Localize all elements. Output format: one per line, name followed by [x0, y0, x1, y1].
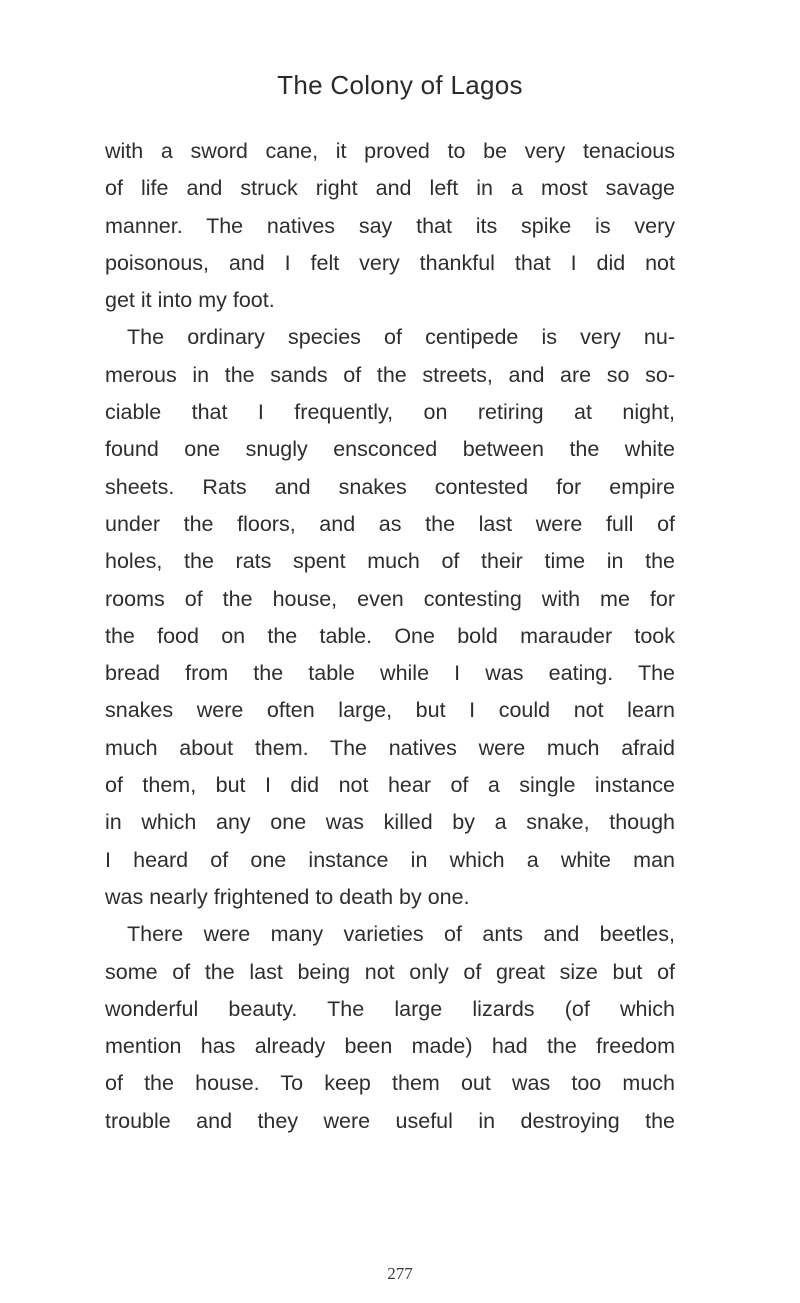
text-line: of life and struck right and left in a most savage: [105, 176, 675, 201]
text-line: manner. The natives say that its spike is very: [105, 213, 675, 238]
text-line: I heard of one instance in which a white man: [105, 847, 675, 872]
text-line: under the floors, and as the last were full of: [105, 511, 675, 536]
text-line: was nearly frightened to death by one.: [105, 884, 470, 909]
paragraph-first-line: There were many varieties of ants and beetles,: [127, 922, 675, 947]
text-line: ciable that I frequently, on retiring at night,: [105, 400, 675, 425]
text-line: much about them. The natives were much afraid: [105, 735, 675, 760]
text-line: some of the last being not only of great size but of: [105, 959, 675, 984]
text-line: trouble and they were useful in destroying the: [105, 1108, 675, 1133]
text-line: found one snugly ensconced between the white: [105, 437, 675, 462]
text-line: holes, the rats spent much of their time in the: [105, 549, 675, 574]
text-line: the food on the table. One bold marauder took: [105, 623, 675, 648]
text-line: of the house. To keep them out was too much: [105, 1071, 675, 1096]
text-line: merous in the sands of the streets, and are so so-: [105, 362, 675, 387]
text-line: snakes were often large, but I could not learn: [105, 698, 675, 723]
paragraph-first-line: The ordinary species of centipede is very nu-: [127, 325, 675, 350]
text-line: poisonous, and I felt very thankful that I did not: [105, 250, 675, 275]
text-line: rooms of the house, even contesting with me for: [105, 586, 675, 611]
text-line: wonderful beauty. The large lizards (of which: [105, 996, 675, 1021]
text-line: of them, but I did not hear of a single instance: [105, 773, 675, 798]
text-line: get it into my foot.: [105, 288, 275, 313]
text-line: bread from the table while I was eating. The: [105, 661, 675, 686]
page-number: 277: [387, 1264, 413, 1283]
running-head: The Colony of Lagos: [277, 70, 523, 100]
text-line: in which any one was killed by a snake, though: [105, 810, 675, 835]
body-text: [105, 133, 675, 1140]
text-line: mention has already been made) had the freedom: [105, 1034, 675, 1059]
text-line: with a sword cane, it proved to be very tenacious: [105, 139, 675, 163]
text-line: sheets. Rats and snakes contested for empire: [105, 474, 675, 499]
